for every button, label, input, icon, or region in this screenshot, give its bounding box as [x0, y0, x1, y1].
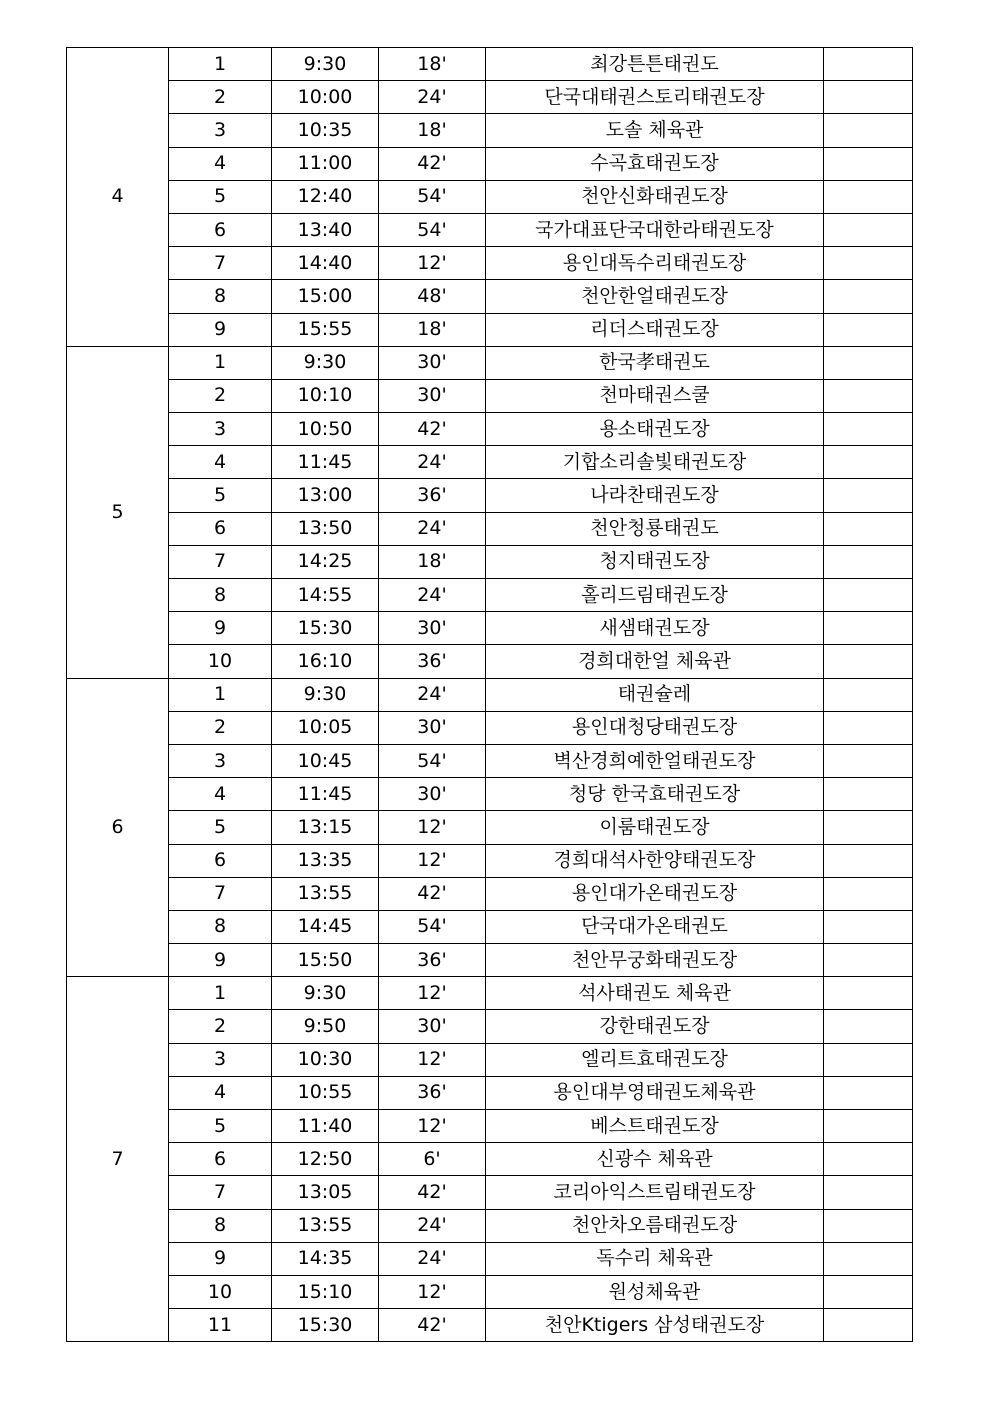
table-row	[67, 346, 913, 379]
table-row	[67, 1076, 913, 1109]
time-cell: 10:45	[272, 744, 379, 777]
duration-cell: 12'	[379, 1110, 486, 1143]
school-name-cell: 베스트태권도장	[486, 1110, 824, 1143]
duration-cell: 42'	[379, 1309, 486, 1342]
note-cell	[824, 280, 913, 313]
note-cell	[824, 1010, 913, 1043]
order-cell: 6	[169, 512, 272, 545]
note-cell	[824, 711, 913, 744]
duration-cell: 48'	[379, 280, 486, 313]
note-cell	[824, 413, 913, 446]
note-cell	[824, 180, 913, 213]
order-cell: 4	[169, 1076, 272, 1109]
school-name-cell: 용인대부영태권도체육관	[486, 1076, 824, 1109]
school-name-cell: 천안차오름태권도장	[486, 1209, 824, 1242]
time-cell: 15:55	[272, 313, 379, 346]
duration-cell: 12'	[379, 844, 486, 877]
note-cell	[824, 479, 913, 512]
school-name-cell: 새샘태권도장	[486, 612, 824, 645]
school-name-cell: 원성체육관	[486, 1275, 824, 1308]
school-name-cell: 코리아익스트림태권도장	[486, 1176, 824, 1209]
table-row	[67, 280, 913, 313]
order-cell: 3	[169, 413, 272, 446]
school-name-cell: 천안한얼태권도장	[486, 280, 824, 313]
time-cell: 15:30	[272, 1309, 379, 1342]
time-cell: 10:00	[272, 81, 379, 114]
duration-cell: 24'	[379, 1242, 486, 1275]
time-cell: 13:35	[272, 844, 379, 877]
time-cell: 16:10	[272, 645, 379, 678]
time-cell: 14:45	[272, 910, 379, 943]
table-row	[67, 1110, 913, 1143]
order-cell: 11	[169, 1309, 272, 1342]
order-cell: 8	[169, 579, 272, 612]
duration-cell: 36'	[379, 1076, 486, 1109]
order-cell: 8	[169, 1209, 272, 1242]
duration-cell: 24'	[379, 81, 486, 114]
table-row	[67, 977, 913, 1010]
duration-cell: 36'	[379, 944, 486, 977]
table-row	[67, 579, 913, 612]
note-cell	[824, 545, 913, 578]
duration-cell: 30'	[379, 612, 486, 645]
table-row	[67, 1309, 913, 1342]
note-cell	[824, 81, 913, 114]
time-cell: 10:35	[272, 114, 379, 147]
note-cell	[824, 1242, 913, 1275]
time-cell: 9:30	[272, 48, 379, 81]
order-cell: 4	[169, 778, 272, 811]
table-row	[67, 1242, 913, 1275]
time-cell: 11:40	[272, 1110, 379, 1143]
note-cell	[824, 910, 913, 943]
time-cell: 13:40	[272, 213, 379, 246]
table-row	[67, 744, 913, 777]
school-name-cell: 이룸태권도장	[486, 811, 824, 844]
table-row	[67, 446, 913, 479]
duration-cell: 18'	[379, 48, 486, 81]
duration-cell: 30'	[379, 711, 486, 744]
note-cell	[824, 844, 913, 877]
table-row	[67, 844, 913, 877]
duration-cell: 30'	[379, 346, 486, 379]
table-row	[67, 545, 913, 578]
note-cell	[824, 778, 913, 811]
duration-cell: 18'	[379, 313, 486, 346]
table-row	[67, 910, 913, 943]
time-cell: 10:55	[272, 1076, 379, 1109]
note-cell	[824, 811, 913, 844]
order-cell: 2	[169, 81, 272, 114]
duration-cell: 24'	[379, 512, 486, 545]
duration-cell: 6'	[379, 1143, 486, 1176]
table-row	[67, 413, 913, 446]
duration-cell: 42'	[379, 877, 486, 910]
order-cell: 2	[169, 379, 272, 412]
table-row	[67, 778, 913, 811]
time-cell: 14:40	[272, 247, 379, 280]
table-row	[67, 1176, 913, 1209]
table-row	[67, 81, 913, 114]
time-cell: 15:30	[272, 612, 379, 645]
time-cell: 10:50	[272, 413, 379, 446]
order-cell: 3	[169, 1043, 272, 1076]
table-row	[67, 147, 913, 180]
note-cell	[824, 645, 913, 678]
time-cell: 14:35	[272, 1242, 379, 1275]
note-cell	[824, 1076, 913, 1109]
order-cell: 5	[169, 479, 272, 512]
time-cell: 13:50	[272, 512, 379, 545]
table-row	[67, 1209, 913, 1242]
note-cell	[824, 446, 913, 479]
time-cell: 15:00	[272, 280, 379, 313]
note-cell	[824, 1143, 913, 1176]
note-cell	[824, 346, 913, 379]
order-cell: 7	[169, 1176, 272, 1209]
time-cell: 15:10	[272, 1275, 379, 1308]
school-name-cell: 국가대표단국대한라태권도장	[486, 213, 824, 246]
note-cell	[824, 1043, 913, 1076]
duration-cell: 12'	[379, 1275, 486, 1308]
table-row	[67, 1010, 913, 1043]
school-name-cell: 단국대태권스토리태권도장	[486, 81, 824, 114]
order-cell: 6	[169, 844, 272, 877]
school-name-cell: 천안무궁화태권도장	[486, 944, 824, 977]
table-row	[67, 811, 913, 844]
note-cell	[824, 1275, 913, 1308]
school-name-cell: 리더스태권도장	[486, 313, 824, 346]
school-name-cell: 수곡효태권도장	[486, 147, 824, 180]
time-cell: 9:30	[272, 346, 379, 379]
note-cell	[824, 1176, 913, 1209]
schedule-table	[66, 47, 913, 1342]
school-name-cell: 청당 한국효태권도장	[486, 778, 824, 811]
table-row	[67, 479, 913, 512]
time-cell: 11:45	[272, 778, 379, 811]
time-cell: 11:45	[272, 446, 379, 479]
note-cell	[824, 744, 913, 777]
school-name-cell: 독수리 체육관	[486, 1242, 824, 1275]
duration-cell: 24'	[379, 446, 486, 479]
school-name-cell: 청지태권도장	[486, 545, 824, 578]
table-row	[67, 612, 913, 645]
order-cell: 4	[169, 446, 272, 479]
time-cell: 12:50	[272, 1143, 379, 1176]
order-cell: 5	[169, 1110, 272, 1143]
note-cell	[824, 612, 913, 645]
group-number-cell: 5	[67, 346, 169, 678]
duration-cell: 30'	[379, 778, 486, 811]
time-cell: 10:10	[272, 379, 379, 412]
order-cell: 9	[169, 612, 272, 645]
school-name-cell: 기합소리솔빛태권도장	[486, 446, 824, 479]
duration-cell: 42'	[379, 147, 486, 180]
table-row	[67, 48, 913, 81]
duration-cell: 24'	[379, 579, 486, 612]
order-cell: 6	[169, 1143, 272, 1176]
note-cell	[824, 1110, 913, 1143]
order-cell: 8	[169, 280, 272, 313]
table-row	[67, 114, 913, 147]
school-name-cell: 한국孝태권도	[486, 346, 824, 379]
order-cell: 4	[169, 147, 272, 180]
time-cell: 9:50	[272, 1010, 379, 1043]
order-cell: 3	[169, 114, 272, 147]
time-cell: 9:30	[272, 977, 379, 1010]
note-cell	[824, 944, 913, 977]
duration-cell: 54'	[379, 213, 486, 246]
order-cell: 1	[169, 48, 272, 81]
table-row	[67, 711, 913, 744]
table-row	[67, 313, 913, 346]
duration-cell: 12'	[379, 811, 486, 844]
schedule-body	[67, 48, 913, 1342]
order-cell: 9	[169, 1242, 272, 1275]
duration-cell: 18'	[379, 545, 486, 578]
time-cell: 13:55	[272, 1209, 379, 1242]
table-row	[67, 877, 913, 910]
group-number-cell: 7	[67, 977, 169, 1342]
table-row	[67, 512, 913, 545]
time-cell: 15:50	[272, 944, 379, 977]
duration-cell: 42'	[379, 413, 486, 446]
duration-cell: 36'	[379, 479, 486, 512]
note-cell	[824, 313, 913, 346]
school-name-cell: 태권슐레	[486, 678, 824, 711]
note-cell	[824, 579, 913, 612]
school-name-cell: 경희대석사한양태권도장	[486, 844, 824, 877]
table-row	[67, 247, 913, 280]
school-name-cell: 용인대독수리태권도장	[486, 247, 824, 280]
order-cell: 5	[169, 180, 272, 213]
school-name-cell: 천안신화태권도장	[486, 180, 824, 213]
note-cell	[824, 977, 913, 1010]
time-cell: 10:30	[272, 1043, 379, 1076]
note-cell	[824, 114, 913, 147]
school-name-cell: 석사태권도 체육관	[486, 977, 824, 1010]
table-row	[67, 944, 913, 977]
note-cell	[824, 512, 913, 545]
note-cell	[824, 147, 913, 180]
order-cell: 3	[169, 744, 272, 777]
duration-cell: 30'	[379, 379, 486, 412]
table-row	[67, 180, 913, 213]
group-number-cell: 6	[67, 678, 169, 977]
order-cell: 7	[169, 877, 272, 910]
time-cell: 14:25	[272, 545, 379, 578]
duration-cell: 54'	[379, 744, 486, 777]
time-cell: 11:00	[272, 147, 379, 180]
time-cell: 12:40	[272, 180, 379, 213]
school-name-cell: 강한태권도장	[486, 1010, 824, 1043]
order-cell: 9	[169, 313, 272, 346]
duration-cell: 54'	[379, 910, 486, 943]
order-cell: 2	[169, 1010, 272, 1043]
school-name-cell: 용인대가온태권도장	[486, 877, 824, 910]
table-row	[67, 1143, 913, 1176]
table-row	[67, 678, 913, 711]
note-cell	[824, 247, 913, 280]
order-cell: 8	[169, 910, 272, 943]
note-cell	[824, 1209, 913, 1242]
time-cell: 13:00	[272, 479, 379, 512]
school-name-cell: 용인대청당태권도장	[486, 711, 824, 744]
order-cell: 9	[169, 944, 272, 977]
duration-cell: 24'	[379, 1209, 486, 1242]
duration-cell: 54'	[379, 180, 486, 213]
school-name-cell: 천안청룡태권도	[486, 512, 824, 545]
order-cell: 10	[169, 1275, 272, 1308]
duration-cell: 12'	[379, 247, 486, 280]
school-name-cell: 천마태권스쿨	[486, 379, 824, 412]
group-number-cell: 4	[67, 48, 169, 347]
table-row	[67, 1275, 913, 1308]
school-name-cell: 용소태권도장	[486, 413, 824, 446]
time-cell: 13:15	[272, 811, 379, 844]
note-cell	[824, 379, 913, 412]
order-cell: 5	[169, 811, 272, 844]
duration-cell: 42'	[379, 1176, 486, 1209]
time-cell: 13:05	[272, 1176, 379, 1209]
school-name-cell: 신광수 체육관	[486, 1143, 824, 1176]
duration-cell: 18'	[379, 114, 486, 147]
duration-cell: 12'	[379, 977, 486, 1010]
school-name-cell: 도솔 체육관	[486, 114, 824, 147]
order-cell: 10	[169, 645, 272, 678]
time-cell: 9:30	[272, 678, 379, 711]
duration-cell: 30'	[379, 1010, 486, 1043]
order-cell: 1	[169, 346, 272, 379]
table-row	[67, 1043, 913, 1076]
note-cell	[824, 1309, 913, 1342]
school-name-cell: 나라찬태권도장	[486, 479, 824, 512]
school-name-cell: 경희대한얼 체육관	[486, 645, 824, 678]
school-name-cell: 단국대가온태권도	[486, 910, 824, 943]
duration-cell: 36'	[379, 645, 486, 678]
school-name-cell: 천안Ktigers 삼성태권도장	[486, 1309, 824, 1342]
order-cell: 6	[169, 213, 272, 246]
duration-cell: 12'	[379, 1043, 486, 1076]
order-cell: 2	[169, 711, 272, 744]
note-cell	[824, 213, 913, 246]
order-cell: 1	[169, 678, 272, 711]
table-row	[67, 213, 913, 246]
school-name-cell: 최강튼튼태권도	[486, 48, 824, 81]
note-cell	[824, 877, 913, 910]
time-cell: 14:55	[272, 579, 379, 612]
school-name-cell: 벽산경희예한얼태권도장	[486, 744, 824, 777]
note-cell	[824, 48, 913, 81]
table-row	[67, 379, 913, 412]
order-cell: 7	[169, 545, 272, 578]
note-cell	[824, 678, 913, 711]
time-cell: 10:05	[272, 711, 379, 744]
time-cell: 13:55	[272, 877, 379, 910]
school-name-cell: 엘리트효태권도장	[486, 1043, 824, 1076]
duration-cell: 24'	[379, 678, 486, 711]
school-name-cell: 홀리드림태권도장	[486, 579, 824, 612]
order-cell: 1	[169, 977, 272, 1010]
table-row	[67, 645, 913, 678]
order-cell: 7	[169, 247, 272, 280]
